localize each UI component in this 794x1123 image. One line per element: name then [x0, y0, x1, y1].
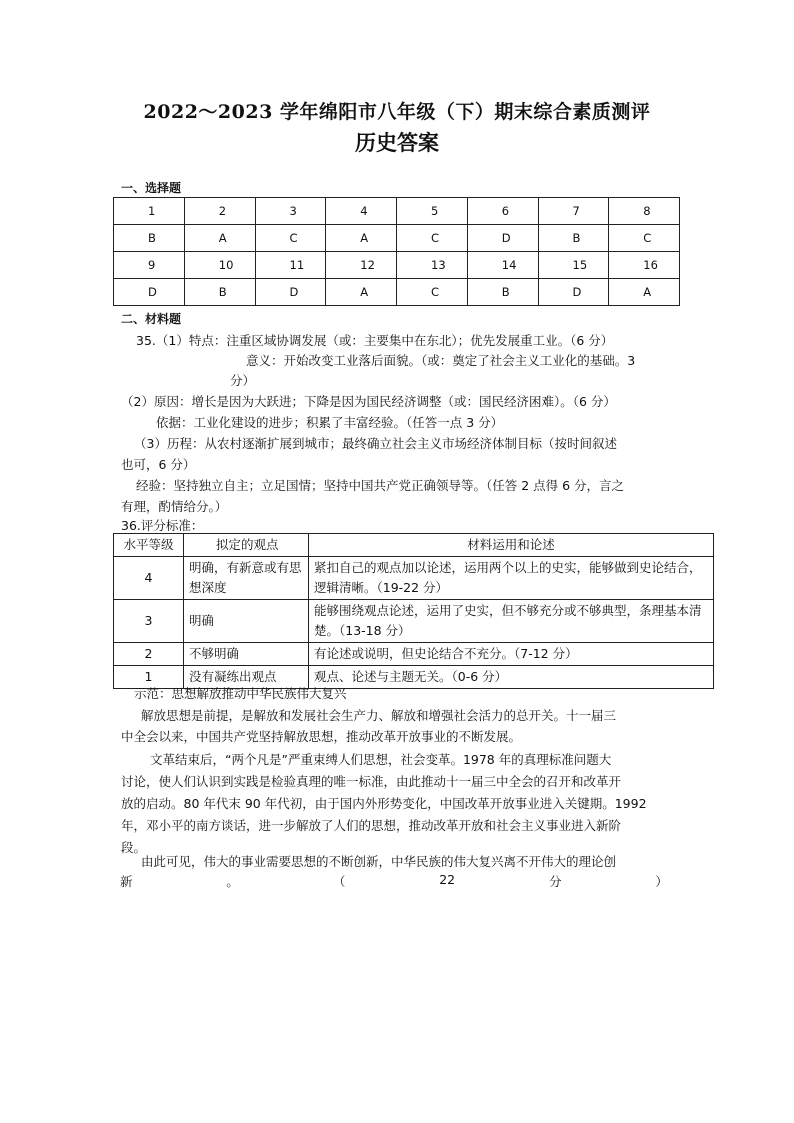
- rubric-header-desc: 材料运用和论述: [309, 534, 714, 557]
- rubric-header-level: 水平等级: [114, 534, 184, 557]
- mc-answer: B: [467, 279, 538, 306]
- mc-question-number: 13: [397, 252, 468, 279]
- mc-answer: C: [397, 225, 468, 252]
- mc-question-number: 15: [538, 252, 609, 279]
- mc-answer: D: [538, 279, 609, 306]
- mc-question-number: 2: [184, 198, 255, 225]
- mc-answer: B: [114, 225, 185, 252]
- document-title: 2022～2023 学年绵阳市八年级（下）期末综合素质测评: [143, 101, 651, 123]
- rubric-level: 1: [114, 666, 184, 689]
- mc-question-number-row: [114, 252, 680, 279]
- mc-question-number: 11: [255, 252, 326, 279]
- mc-answer: B: [538, 225, 609, 252]
- mc-question-number: 5: [397, 198, 468, 225]
- essay-para1-line2: 中全会以来，中国共产党坚持解放思想，推动改革开放事业的不断发展。: [121, 729, 522, 744]
- essay-para3-line2: [120, 872, 668, 890]
- multiple-choice-answer-table: [113, 197, 680, 306]
- mc-question-number: 12: [326, 252, 397, 279]
- mc-question-number: 10: [184, 252, 255, 279]
- q35-part1-features: 35.（1）特点：注重区域协调发展（或：主要集中在东北）；优先发展重工业。（6 分）: [136, 333, 614, 348]
- mc-answer: D: [255, 279, 326, 306]
- essay-score-unit: 分: [549, 874, 562, 889]
- mc-answer: A: [326, 279, 397, 306]
- rubric-desc: 紧扣自己的观点加以论述，运用两个以上的史实，能够做到史论结合，逻辑清晰。（19-22 分）: [309, 557, 714, 600]
- rubric-header-row: [114, 534, 714, 557]
- rubric-level: 3: [114, 600, 184, 643]
- mc-question-number: 9: [114, 252, 185, 279]
- mc-answer: C: [609, 225, 680, 252]
- mc-answer: A: [184, 225, 255, 252]
- rubric-desc: 能够围绕观点论述，运用了史实，但不够充分或不够典型，条理基本清楚。（13-18 分）: [309, 600, 714, 643]
- rubric-level: 4: [114, 557, 184, 600]
- essay-para2-line1: 文革结束后，“两个凡是”严重束缚人们思想，社会变革。1978 年的真理标准问题大: [150, 752, 612, 767]
- mc-answer: A: [609, 279, 680, 306]
- q35-part3-history: （3）历程：从农村逐渐扩展到城市；最终确立社会主义市场经济体制目标（按时间叙述: [134, 436, 617, 451]
- rubric-desc: 有论述或说明，但史论结合不充分。（7-12 分）: [309, 643, 714, 666]
- rubric-row: [114, 643, 714, 666]
- mc-question-number: 3: [255, 198, 326, 225]
- mc-question-number: 8: [609, 198, 680, 225]
- document-subtitle: 历史答案: [355, 130, 439, 155]
- mc-answer-row: [114, 279, 680, 306]
- q35-part1-significance-cont: 分）: [230, 373, 256, 388]
- mc-question-number-row: [114, 198, 680, 225]
- q35-part1-significance: 意义：开始改变工业落后面貌。（或：奠定了社会主义工业化的基础。3: [246, 353, 636, 368]
- rubric-row: [114, 600, 714, 643]
- rubric-view: 明确: [184, 600, 309, 643]
- essay-score-value: 22: [439, 872, 456, 887]
- essay-final-period: 。: [226, 874, 239, 889]
- essay-para2-line4: 年，邓小平的南方谈话，进一步解放了人们的思想，推动改革开放和社会主义事业进入新阶: [121, 818, 622, 833]
- rubric-desc: 观点、论述与主题无关。（0-6 分）: [309, 666, 714, 689]
- rubric-view: 不够明确: [184, 643, 309, 666]
- mc-question-number: 4: [326, 198, 397, 225]
- q35-part3-history-cont: 也可，6 分）: [121, 457, 196, 472]
- q35-part3-experience-cont: 有理，酌情给分。）: [121, 499, 228, 514]
- rubric-header-view: 拟定的观点: [184, 534, 309, 557]
- mc-question-number: 14: [467, 252, 538, 279]
- q35-part2-reason: （2）原因：增长是因为大跃进；下降是因为国民经济调整（或：国民经济困难）。（6 分）: [121, 394, 616, 409]
- mc-answer-row: [114, 225, 680, 252]
- essay-final-char: 新: [120, 874, 133, 889]
- essay-score-close: ）: [655, 874, 668, 889]
- q35-part3-experience: 经验：坚持独立自主；立足国情；坚持中国共产党正确领导等。（任答 2 点得 6 分，言之: [136, 478, 625, 493]
- essay-para1-line1: 解放思想是前提，是解放和发展社会生产力、解放和增强社会活力的总开关。十一届三: [141, 708, 617, 723]
- mc-answer: B: [184, 279, 255, 306]
- q36-rubric-table: [113, 533, 714, 689]
- q35-part2-basis: 依据：工业化建设的进步；积累了丰富经验。（任答一点 3 分）: [156, 415, 504, 430]
- section-material-heading: 二、材料题: [121, 312, 182, 326]
- essay-para3-line1: 由此可见，伟大的事业需要思想的不断创新，中华民族的伟大复兴离不开伟大的理论创: [141, 854, 617, 869]
- mc-question-number: 7: [538, 198, 609, 225]
- rubric-view: 明确，有新意或有思想深度: [184, 557, 309, 600]
- essay-para2-line5: 段。: [121, 840, 147, 855]
- rubric-view: 没有凝练出观点: [184, 666, 309, 689]
- mc-answer: C: [397, 279, 468, 306]
- mc-answer: D: [467, 225, 538, 252]
- mc-question-number: 1: [114, 198, 185, 225]
- essay-title: 示范：思想解放推动中华民族伟大复兴: [134, 686, 347, 701]
- rubric-level: 2: [114, 643, 184, 666]
- q36-label: 36.评分标准：: [121, 518, 204, 533]
- mc-answer: A: [326, 225, 397, 252]
- rubric-row: [114, 557, 714, 600]
- mc-answer: D: [114, 279, 185, 306]
- section-multiple-choice-heading: 一、选择题: [121, 181, 182, 195]
- mc-question-number: 16: [609, 252, 680, 279]
- essay-para2-line3: 放的启动。80 年代末 90 年代初，由于国内外形势变化，中国改革开放事业进入关键期。1992: [121, 796, 647, 811]
- mc-question-number: 6: [467, 198, 538, 225]
- essay-score-open: （: [332, 874, 346, 889]
- essay-para2-line2: 讨论，使人们认识到实践是检验真理的唯一标准，由此推动十一届三中全会的召开和改革开: [121, 774, 622, 789]
- mc-answer: C: [255, 225, 326, 252]
